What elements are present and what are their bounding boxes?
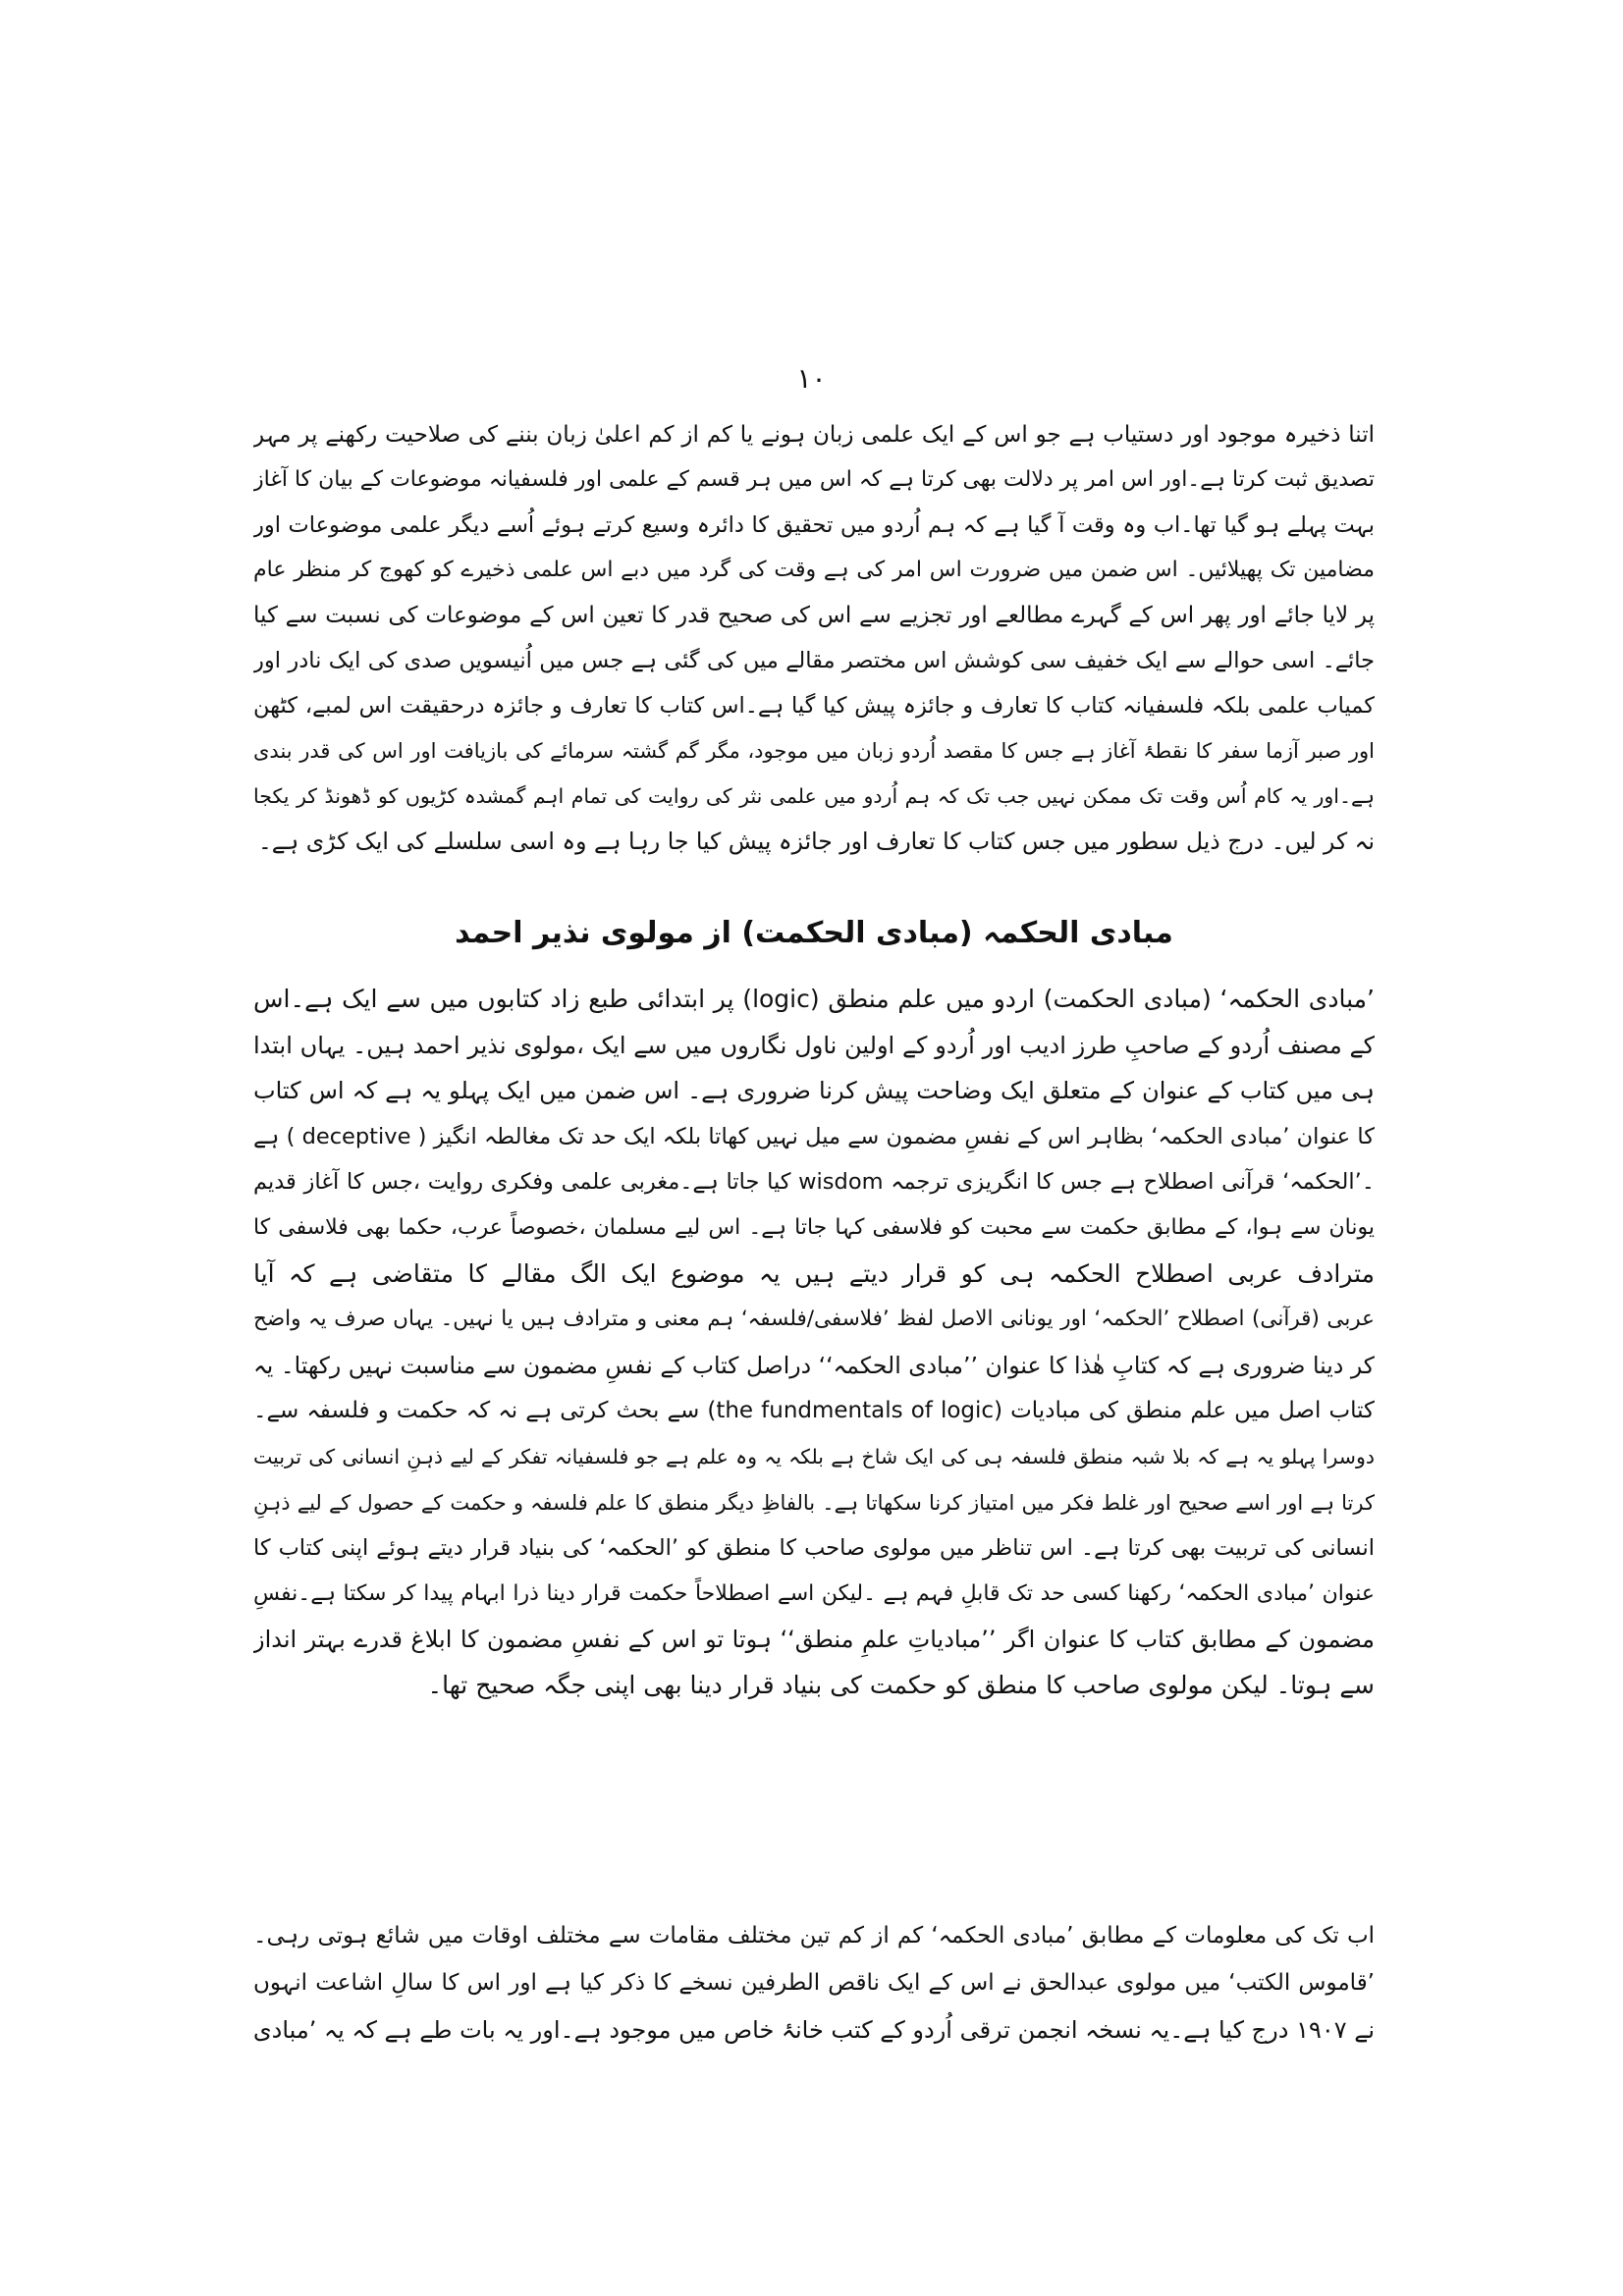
- text-line: ہے۔اور یہ کام اُس وقت تک ممکن نہیں جب تک کہ ہم اُردو میں علمی نثر کی روایت کی تمام اہم گمشدہ کڑیوں کو ڈھونڈ کر یکجا: [253, 784, 1375, 808]
- text-line: نہ کر لیں۔ درج ذیل سطور میں جس کتاب کا تعارف اور جائزہ پیش کیا جا رہا ہے وہ اسی سلسلے کی ایک کڑی ہے۔: [258, 828, 1375, 855]
- text-line: کتاب اصل میں علم منطق کی مبادیات (the fundmentals of logic) سے بحث کرتی ہے نہ کہ حکمت و فلسفہ سے۔: [253, 1398, 1375, 1424]
- text-line: ہی میں کتاب کے عنوان کے متعلق ایک وضاحت پیش کرنا ضروری ہے۔ اس ضمن میں ایک پہلو یہ ہے کہ اس کتاب: [253, 1077, 1375, 1105]
- intro-paragraph: [253, 412, 1375, 864]
- text-line: دوسرا پہلو یہ ہے کہ بلا شبہ منطق فلسفہ ہی کی ایک شاخ ہے بلکہ یہ وہ علم ہے جو فلسفیانہ تفکر کے لیے ذہنِ انسانی کی تربیت: [253, 1444, 1375, 1468]
- text-line: یونان سے ہوا، کے مطابق حکمت سے محبت کو فلاسفی کہا جاتا ہے۔ اس لیے مسلمان ،خصوصاً عرب، حکما بھی فلاسفی کا: [253, 1214, 1375, 1240]
- body-paragraph: [253, 977, 1375, 1709]
- section-heading: مبادی الحکمہ (مبادی الحکمت) از مولوی نذیر احمد: [455, 916, 1173, 950]
- text-line: ’مبادی الحکمہ‘ (مبادی الحکمت) اردو میں علم منطق (logic) پر ابتدائی طبع زاد کتابوں میں سے ایک ہے۔اس: [253, 985, 1375, 1013]
- text-line: سے ہوتا۔ لیکن مولوی صاحب کا منطق کو حکمت کی بنیاد قرار دینا بھی اپنی جگہ صحیح تھا۔: [427, 1670, 1375, 1699]
- page-number: ۱۰: [796, 362, 827, 395]
- text-line: نے ۱۹۰۷ درج کیا ہے۔یہ نسخہ انجمن ترقی اُردو کے کتب خانۂ خاص میں موجود ہے۔اور یہ بات طے ہے کہ یہ ’مبادی: [253, 2016, 1375, 2044]
- text-line: کرتا ہے اور اسے صحیح اور غلط فکر میں امتیاز کرنا سکھاتا ہے۔ بالفاظِ دیگر منطق کا علم فلسفہ و حکمت کے حصول کے لیے ذہنِ: [253, 1490, 1375, 1515]
- text-line: ’قاموس الکتب‘ میں مولوی عبدالحق نے اس کے ایک ناقص الطرفین نسخے کا ذکر کیا ہے اور اس کا سالِ اشاعت انہوں: [253, 1970, 1375, 1996]
- text-line: کے مصنف اُردو کے صاحبِ طرز ادیب اور اُردو کے اولین ناول نگاروں میں سے ایک ،مولوی نذیر احمد ہیں۔ یہاں ابتدا: [253, 1031, 1375, 1059]
- text-line: کمیاب علمی بلکہ فلسفیانہ کتاب کا تعارف و جائزہ پیش کیا گیا ہے۔اس کتاب کا تعارف و جائزہ درحقیقت اس لمبے، کٹھن: [253, 693, 1375, 719]
- text-line: مضمون کے مطابق کتاب کا عنوان اگر ’’مبادیاتِ علمِ منطق‘‘ ہوتا تو اس کے نفسِ مضمون کا ابلاغ قدرے بہتر انداز: [253, 1626, 1375, 1654]
- text-line: اتنا ذخیرہ موجود اور دستیاب ہے جو اس کے ایک علمی زبان ہونے یا کم از کم اعلیٰ زبان بننے کی صلاحیت رکھنے پر مہر: [253, 422, 1375, 448]
- text-line: جائے۔ اسی حوالے سے ایک خفیف سی کوشش اس مختصر مقالے میں کی گئی ہے جس میں اُنیسویں صدی کی ایک نادر اور: [253, 648, 1375, 673]
- text-line: تصدیق ثبت کرتا ہے۔اور اس امر پر دلالت بھی کرتا ہے کہ اس میں ہر قسم کے علمی اور فلسفیانہ موضوعات کے بیان کا آغاز: [253, 467, 1375, 492]
- text-line: مترادف عربی اصطلاح الحکمہ ہی کو قرار دیتے ہیں یہ موضوع ایک الگ مقالے کا متقاضی ہے کہ آیا: [253, 1258, 1375, 1288]
- text-line: بہت پہلے ہو گیا تھا۔اب وہ وقت آ گیا ہے کہ ہم اُردو میں تحقیق کا دائرہ وسیع کرتے ہوئے اُسے دیگر علمی موضوعات اور: [253, 512, 1375, 538]
- text-line: اور صبر آزما سفر کا نقطۂ آغاز ہے جس کا مقصد اُردو زبان میں موجود، مگر گم گشتہ سرمائے کی بازیافت اور اس کی قدر بندی: [253, 739, 1375, 763]
- text-line: اب تک کی معلومات کے مطابق ’مبادی الحکمہ‘ کم از کم تین مختلف مقامات سے مختلف اوقات میں شائع ہوتی رہی۔: [253, 1923, 1375, 1949]
- text-line: عربی (قرآنی) اصطلاح ’الحکمہ‘ اور یونانی الاصل لفظ ’فلاسفی/فلسفہ‘ ہم معنی و مترادف ہیں یا نہیں۔ یہاں صرف یہ واضح: [253, 1307, 1375, 1332]
- body-paragraph: [253, 1912, 1375, 2054]
- text-line: انسانی کی تربیت بھی کرتا ہے۔ اس تناظر میں مولوی صاحب کا منطق کو ’الحکمہ‘ کی بنیاد قرار دیتے ہوئے اپنی کتاب کا: [253, 1535, 1375, 1562]
- text-line: ۔’الحکمہ‘ قرآنی اصطلاح ہے جس کا انگریزی ترجمہ wisdom کیا جاتا ہے۔مغربی علمی وفکری روایت ،جس کا آغاز قدیم: [253, 1169, 1375, 1196]
- text-line: کر دینا ضروری ہے کہ کتابِ ھٰذا کا عنوان ’’مبادی الحکمہ‘‘ دراصل کتاب کے نفسِ مضمون سے مناسبت نہیں رکھتا۔ یہ: [253, 1351, 1375, 1379]
- text-line: مضامین تک پھیلائیں۔ اس ضمن میں ضرورت اس امر کی ہے وقت کی گرد میں دبے اس علمی ذخیرے کو کھوج کر منظر عام: [253, 558, 1375, 582]
- text-line: عنوان ’مبادی الحکمہ‘ رکھنا کسی حد تک قابلِ فہم ہے ۔لیکن اسے اصطلاحاً حکمت قرار دینا ذرا ابہام پیدا کر سکتا ہے۔نفسِ: [253, 1580, 1375, 1606]
- text-line: کا عنوان ’مبادی الحکمہ‘ بظاہر اس کے نفسِ مضمون سے میل نہیں کھاتا بلکہ ایک حد تک مغالطہ انگیز ( deceptive ) ہے: [253, 1123, 1375, 1149]
- text-line: پر لایا جائے اور پھر اس کے گہرے مطالعے اور تجزیے سے اس کی صحیح قدر کا تعین اس کے موضوعات کی نسبت سے کیا: [253, 603, 1375, 628]
